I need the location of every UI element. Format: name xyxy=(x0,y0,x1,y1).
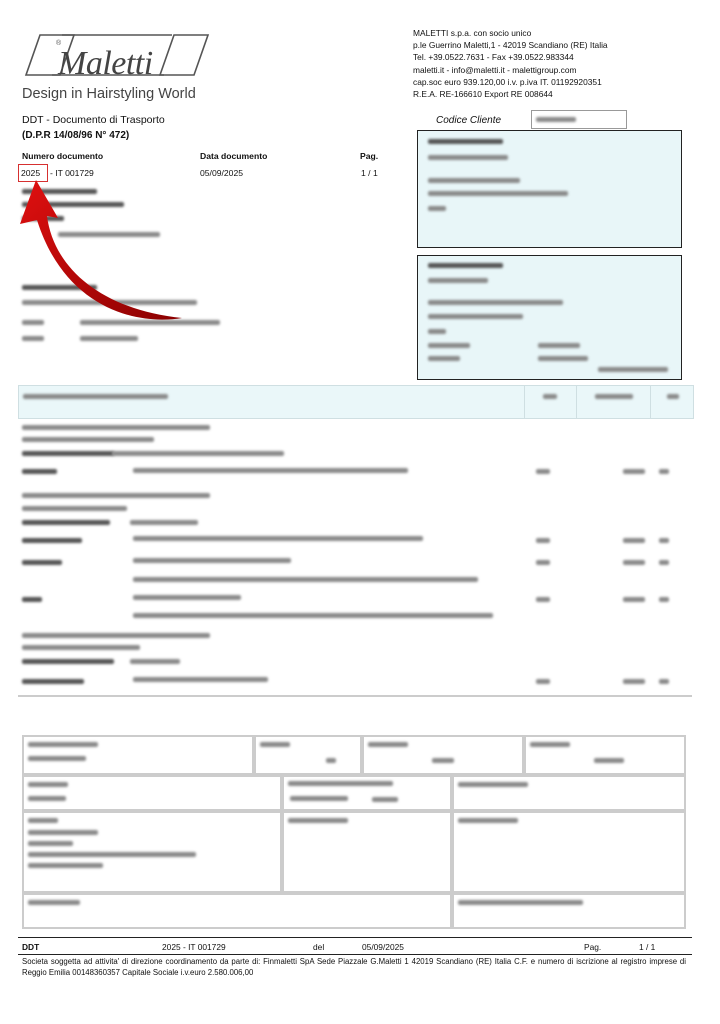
footer-date: 05/09/2025 xyxy=(362,942,404,952)
company-line: cap.soc euro 939.120,00 i.v. p.iva IT. 01192920351 xyxy=(413,76,602,87)
grid-cell xyxy=(22,893,452,929)
customer-code-label: Codice Cliente xyxy=(436,115,502,126)
grid-cell xyxy=(452,811,686,893)
legal-notice: Societa soggetta ad attivita' di direzione coordinamento da parte di: Finmaletti SpA Sede Piazzale G.Maletti 1 42019 Scandiano (RE) Italia C.F. e numero di iscrizione al registro imprese di Reggio Emilia 00148360357 Capitale Sociale i.v.euro 2.580.006,00 xyxy=(22,957,686,977)
grid-cell xyxy=(254,735,362,775)
brand-name: Maletti xyxy=(58,45,153,82)
grid-cell xyxy=(22,735,254,775)
customer-code-box xyxy=(531,110,627,129)
grid-cell xyxy=(282,775,452,811)
registered-mark: ® xyxy=(56,40,62,47)
document-date: 05/09/2025 xyxy=(200,168,244,178)
document-subtitle: (D.P.R 14/08/96 N° 472) xyxy=(22,130,130,141)
footer-page-label: Pag. xyxy=(584,942,602,952)
footer-number: 2025 - IT 001729 xyxy=(162,942,226,952)
grid-cell xyxy=(282,811,452,893)
document-number: - IT 001729 xyxy=(50,168,94,178)
company-line: MALETTI s.p.a. con socio unico xyxy=(413,28,532,38)
grid-cell xyxy=(362,735,524,775)
items-table-body xyxy=(18,417,692,697)
curved-red-arrow-icon xyxy=(14,178,204,338)
footer-del-label: del xyxy=(313,942,325,952)
items-table-header xyxy=(18,385,694,419)
page-label: Pag. xyxy=(360,151,379,161)
date-label: Data documento xyxy=(200,151,268,161)
company-line: Tel. +39.0522.7631 - Fax +39.0522.983344 xyxy=(413,52,574,63)
company-line: R.E.A. RE-166610 Export RE 008644 xyxy=(413,89,553,100)
company-line: p.le Guerrino Maletti,1 - 42019 Scandiano (RE) Italia xyxy=(413,40,608,51)
grid-cell xyxy=(452,775,686,811)
footer-ddt-label: DDT xyxy=(22,942,40,952)
brand-tagline: Design in Hairstyling World xyxy=(22,86,196,102)
number-label: Numero documento xyxy=(22,151,104,161)
invoice-recipient-panel xyxy=(417,255,682,380)
grid-cell xyxy=(22,811,282,893)
document-number-year: 2025 xyxy=(21,168,41,178)
company-info xyxy=(413,27,608,100)
company-line: maletti.it - info@maletti.it - malettigroup.com xyxy=(413,64,577,75)
footer-page: 1 / 1 xyxy=(639,942,656,952)
grid-cell xyxy=(524,735,686,775)
goods-recipient-panel xyxy=(417,130,682,248)
document-title: DDT - Documento di Trasporto xyxy=(22,114,165,126)
grid-cell xyxy=(452,893,686,929)
document-page: 1 / 1 xyxy=(361,168,378,178)
grid-cell xyxy=(22,775,282,811)
